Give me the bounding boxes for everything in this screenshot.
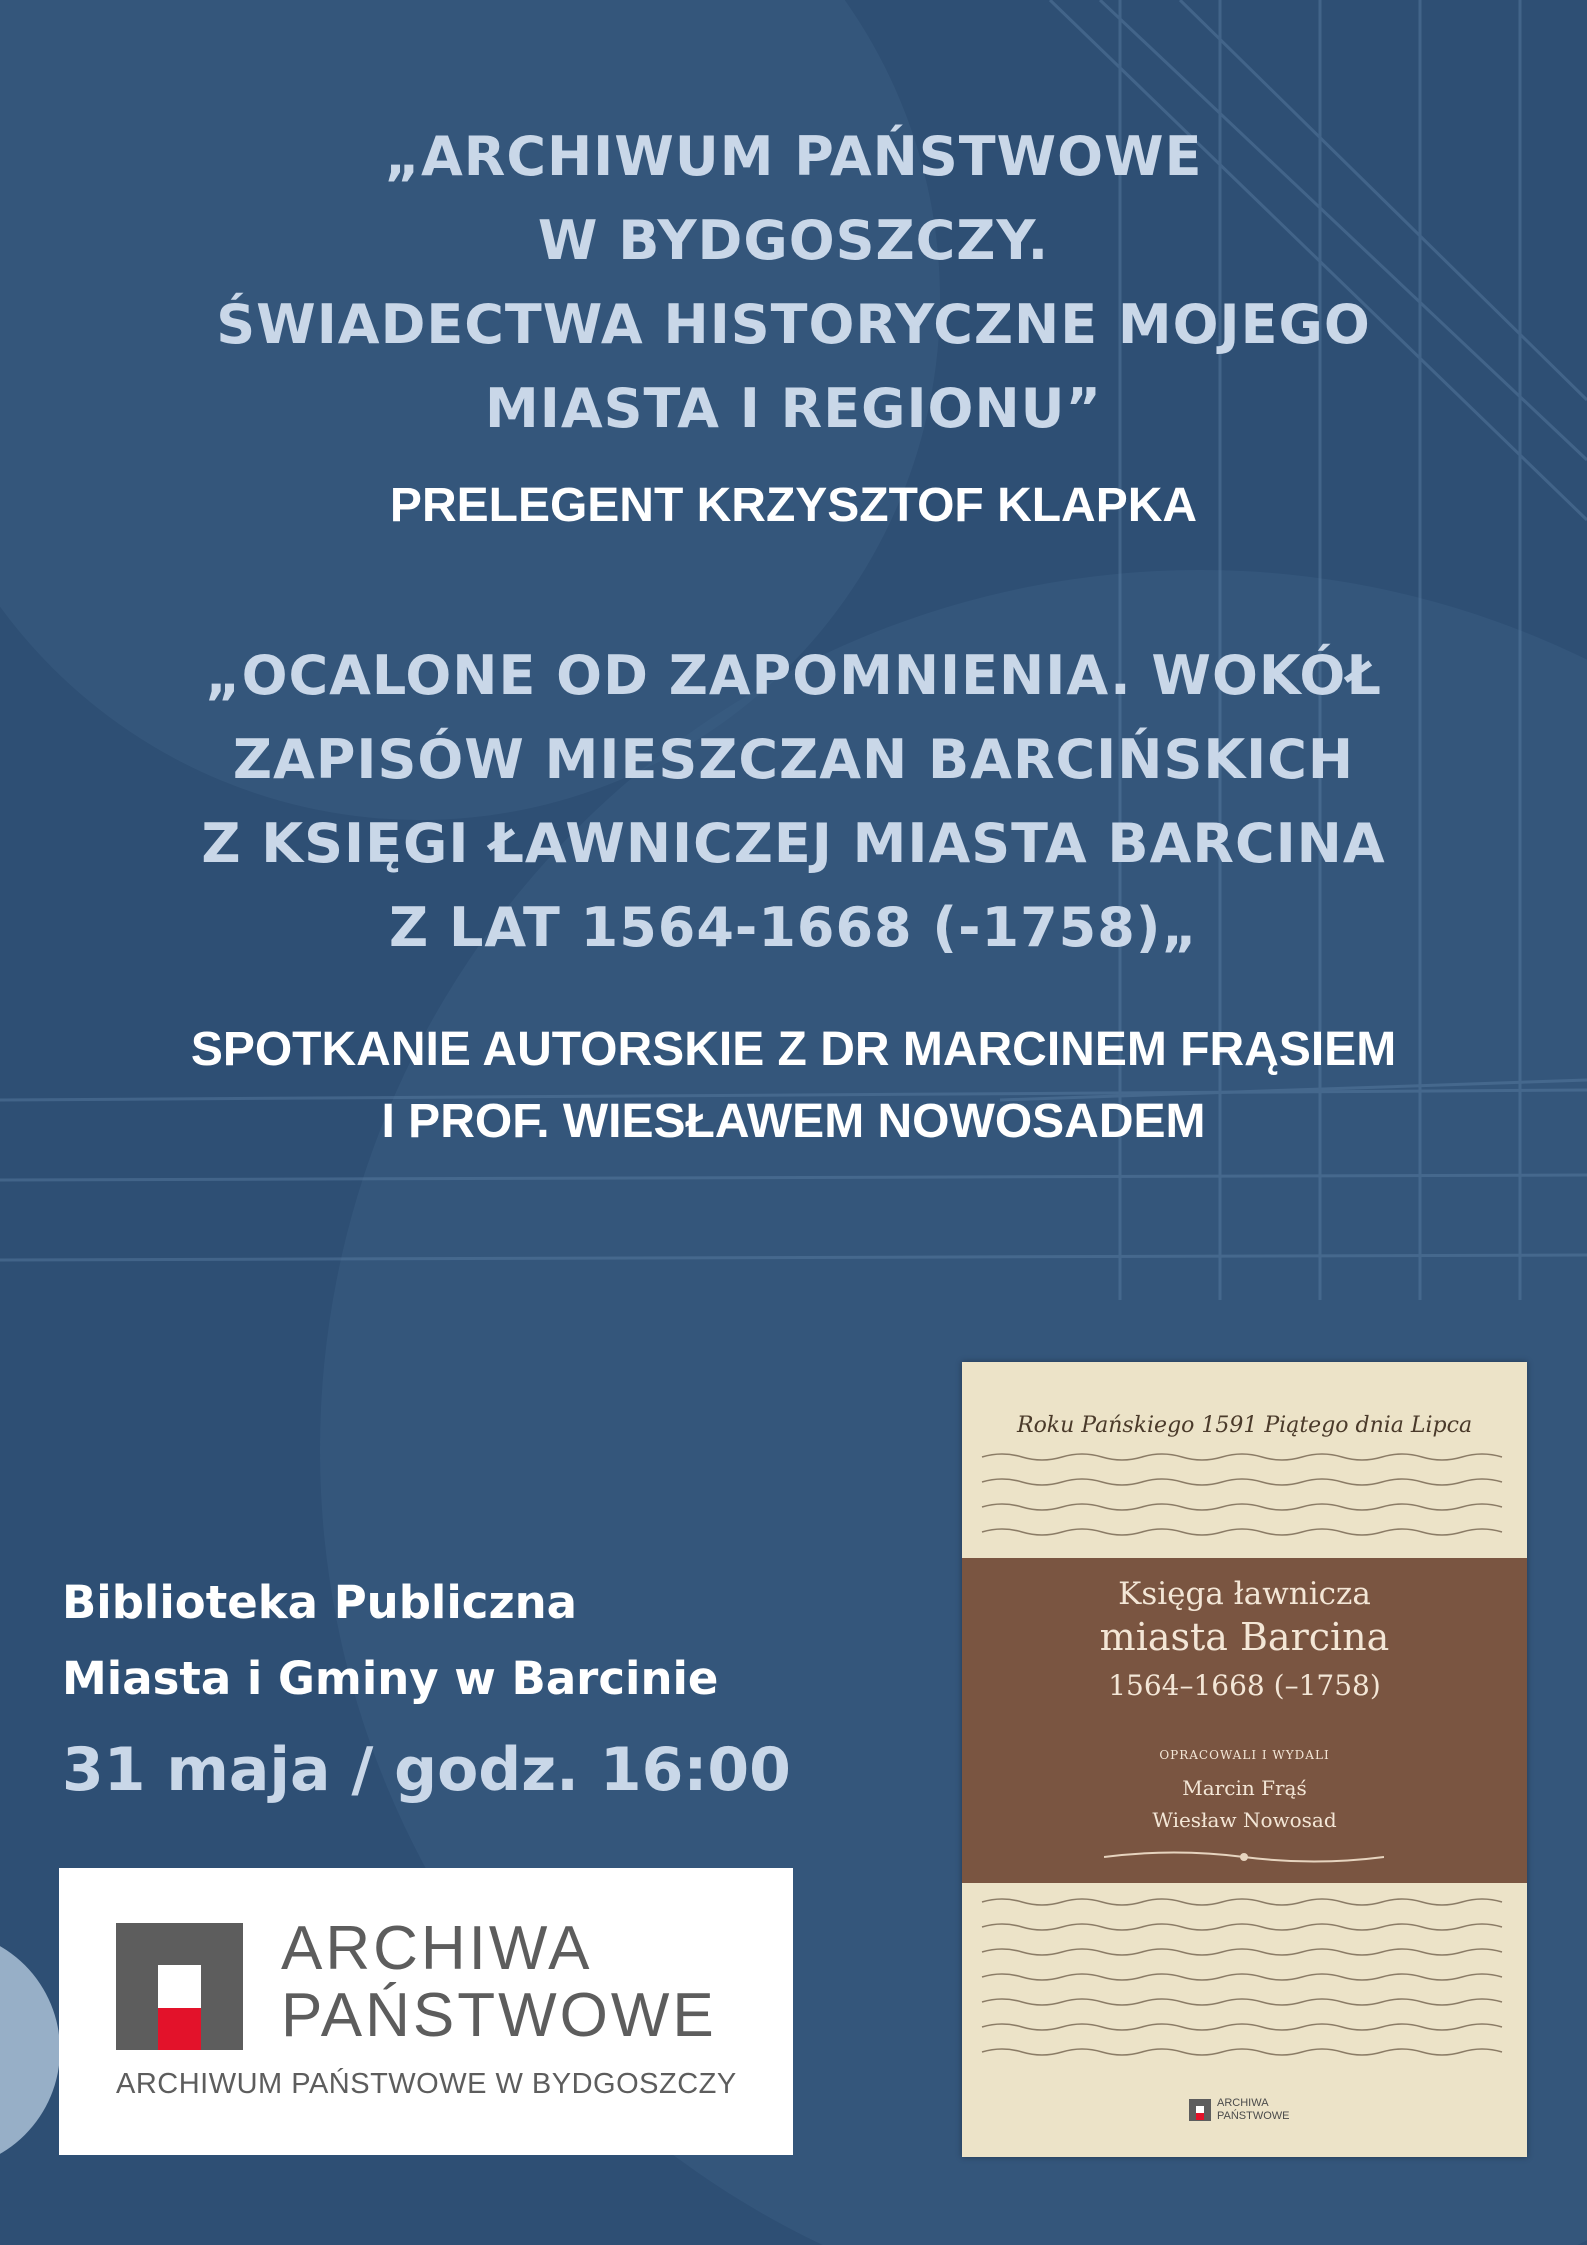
book-publisher-line1: ARCHIWA [1217, 2097, 1269, 2109]
logo-mark-white [158, 1965, 201, 2008]
venue-name [62, 1565, 718, 1717]
ornament-icon [1104, 1846, 1384, 1868]
lecture2-title-line: Z LAT 1564-1668 (-1758)„ [389, 896, 1198, 959]
book-title-line2: miasta Barcina [1099, 1615, 1390, 1659]
lecture2-title-line: Z KSIĘGI ŁAWNICZEJ MIASTA BARCINA [201, 812, 1386, 875]
lecture1-title-line: MIASTA I REGIONU” [485, 377, 1102, 440]
lecture1-title-line: „ARCHIWUM PAŃSTWOWE [384, 125, 1203, 188]
book-editor: Marcin Frąś [1182, 1776, 1307, 1800]
venue-line: Biblioteka Publiczna [62, 1576, 578, 1629]
book-publisher-logo [1189, 2097, 1319, 2127]
mini-logo-icon [1189, 2099, 1211, 2121]
logo-word-line2: PAŃSTWOWE [281, 1981, 717, 2050]
lecture2-title-line: „OCALONE OD ZAPOMNIENIA. WOKÓŁ [205, 644, 1382, 707]
lecture1-title-line: W BYDGOSZCZY. [537, 209, 1050, 272]
book-publisher-line2: PAŃSTWOWE [1217, 2110, 1290, 2122]
logo-mark-icon [116, 1923, 243, 2050]
meeting-line: SPOTKANIE AUTORSKIE Z DR MARCINEM FRĄSIEM [190, 1023, 1397, 1076]
archives-logo [59, 1868, 793, 2155]
logo-mark-red [158, 2008, 201, 2050]
lecture2-title-line: ZAPISÓW MIESZCZAN BARCIŃSKICH [232, 728, 1355, 791]
lecture2-title [0, 634, 1587, 970]
lecture1-title-line: ŚWIADECTWA HISTORYCZNE MOJEGO [216, 293, 1371, 356]
lecture1-speaker [0, 470, 1587, 542]
book-cover [962, 1362, 1527, 2157]
book-title-line1: Księga ławnicza [1118, 1576, 1371, 1612]
lecture1-title [0, 115, 1587, 451]
handwriting-heading: Roku Pańskiego 1591 Piątego dnia Lipca [1017, 1413, 1473, 1438]
meeting-line: I PROF. WIESŁAWEM NOWOSADEM [381, 1095, 1206, 1148]
logo-word-line1: ARCHIWA [281, 1914, 593, 1983]
mini-logo-red [1196, 2113, 1204, 2120]
book-years: 1564–1668 (–1758) [1108, 1669, 1381, 1702]
mini-logo-white [1196, 2106, 1204, 2113]
lecture2-meeting [0, 1014, 1587, 1158]
logo-subtitle: ARCHIWUM PAŃSTWOWE W BYDGOSZCZY [116, 2068, 737, 2100]
book-editor: Wiesław Nowosad [1152, 1808, 1337, 1832]
venue-line: Miasta i Gminy w Barcinie [62, 1652, 719, 1705]
book-editors-label: OPRACOWALI I WYDALI [1159, 1748, 1330, 1762]
book-publisher-text [1217, 2097, 1290, 2123]
book-title-band [962, 1558, 1527, 1883]
event-date: 31 maja / godz. 16:00 [62, 1735, 791, 1805]
speaker-line: PRELEGENT KRZYSZTOF KLAPKA [389, 479, 1198, 532]
